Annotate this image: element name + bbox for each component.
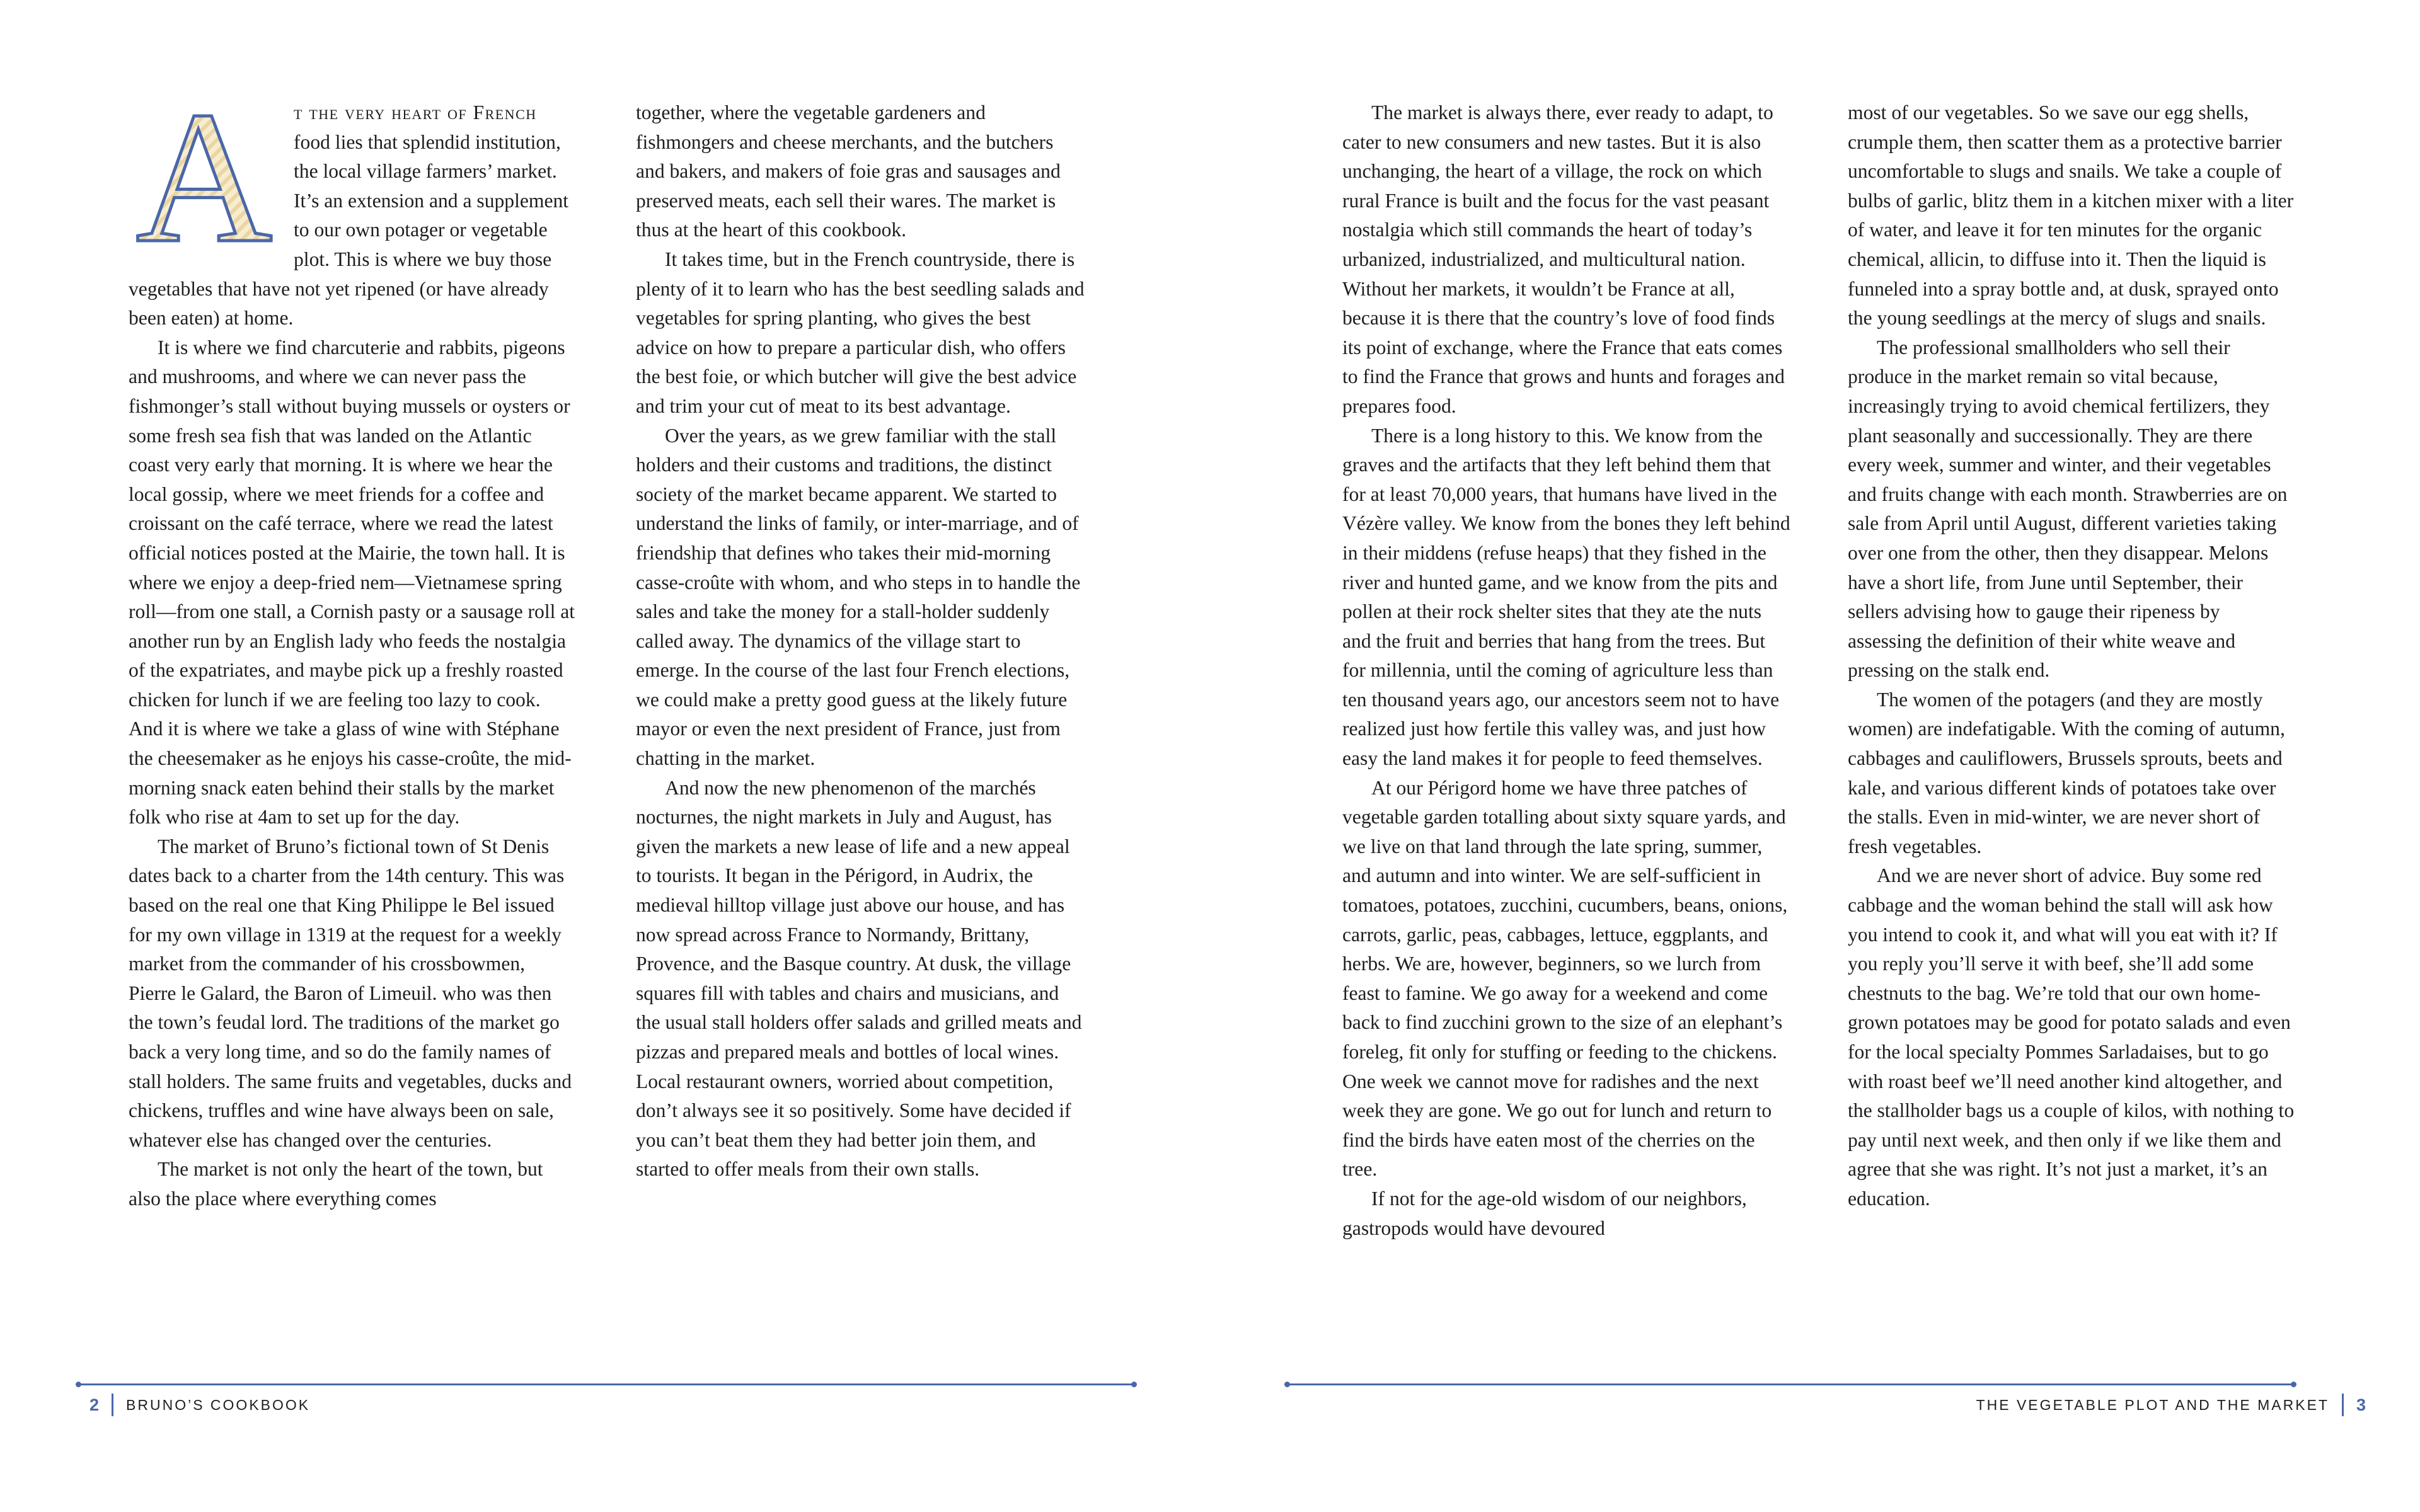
right-footer <box>1976 1394 2366 1416</box>
opening-smallcaps: t the very heart of French <box>294 101 537 123</box>
paragraph: If not for the age-old wisdom of our neighbors, gastropods would have devoured <box>1342 1187 1747 1239</box>
right-page <box>1210 0 2420 1512</box>
paragraph: The market of Bruno’s fictional town of St Denis dates back to a charter from the 14th century. This was based on the real one that King Philippe le Bel issued for my own village in 1319 at the request for a weekly market from the commander of his crossbowmen, Pierre le Galard, the Baron of Limeuil. who was then the town’s feudal lord. The traditions of the market go back a very long time, and so do the family names of stall holders. The same fruits and vegetables, ducks and chickens, truffles and wine have always been on sale, whatever else has changed over the centuries. <box>129 835 572 1151</box>
footer-divider <box>2342 1394 2344 1416</box>
paragraph: most of our vegetables. So we save our egg shells, crumple them, then scatter them as a protective barrier uncomfortable to slugs and snails. We take a couple of bulbs of garlic, blitz them in a kitchen mixer with a liter of water, and leave it for ten minutes for the organic chemical, allicin, to diffuse into it. Then the liquid is funneled into a spray bottle and, at dusk, sprayed onto the young seedlings at the mercy of slugs and snails. <box>1848 101 2294 329</box>
footer-rule <box>1287 1383 2294 1385</box>
paragraph: It takes time, but in the French countryside, there is plenty of it to learn who has the best seedling salads and vegetables for spring planting, who gives the best advice on how to prepare a particular dish, who offers the best foie, or which butcher will give the best advice and trim your cut of meat to its best advantage. <box>636 248 1085 417</box>
drop-cap-letter <box>129 101 280 247</box>
running-title: THE VEGETABLE PLOT AND THE MARKET <box>1976 1396 2329 1413</box>
running-title: BRUNO’S COOKBOOK <box>126 1396 311 1413</box>
footer-rule <box>78 1383 1134 1385</box>
paragraph: The market is always there, ever ready to adapt, to cater to new consumers and new tastes. But it is also unchanging, the heart of a village, the rock on which rural France is built and the focus for the vast peasant nostalgia which still commands the heart of today’s urbanized, industrialized, and multicultural nation. Without her markets, it wouldn’t be France at all, because it is there that the country’s love of food finds its point of exchange, where the France that eats comes to find the France that grows and hunts and forages and prepares food. <box>1342 101 1785 417</box>
right-column-1 <box>1342 98 1791 1243</box>
left-column-1 <box>129 98 577 1214</box>
drop-cap <box>129 101 286 247</box>
left-column-2 <box>636 98 1085 1184</box>
paragraph: together, where the vegetable gardeners and fishmongers and cheese merchants, and the butchers and bakers, and makers of foie gras and sausages and preserved meats, each sell their wares. The market is thus at the heart of this cookbook. <box>636 101 1061 241</box>
paragraph: At our Périgord home we have three patches of vegetable garden totalling about sixty square yards, and we live on that land through the late spring, summer, and autumn and into winter. We are self-sufficient in tomatoes, potatoes, zucchini, cucumbers, beans, onions, carrots, garlic, peas, cabbages, lettuce, eggplants, and herbs. We are, however, beginners, so we lurch from feast to famine. We go away for a weekend and come back to find zucchini grown to the size of an elephant’s foreleg, fit only for stuffing or feeding to the chickens. One week we cannot move for radishes and the next week they are gone. We go out for lunch and return to find the birds have eaten most of the cherries on the tree. <box>1342 776 1788 1181</box>
footer-divider <box>112 1394 113 1416</box>
paragraph: The women of the potagers (and they are mostly women) are indefatigable. With the coming of autumn, cabbages and cauliflowers, Brussels sprouts, beets and kale, and various different kinds of potatoes take over the stalls. Even in mid-winter, we are never short of fresh vegetables. <box>1848 688 2285 857</box>
drop-cap-glyph: A <box>135 101 273 247</box>
paragraph: There is a long history to this. We know from the graves and the artifacts that they left behind them that for at least 70,000 years, that humans have lived in the Vézère valley. We know from the bones they left behind in their middens (refuse heaps) that they fished in the river and hunted game, and we know from the pits and pollen at their rock shelter sites that they ate the nuts and the fruit and berries that hang from the trees. But for millennia, until the coming of agriculture less than ten thousand years ago, our ancestors seem not to have realized just how fertile this valley was, and just how easy the land makes it for people to feed themselves. <box>1342 424 1790 770</box>
paragraph: t the very heart of French food lies that splendid institution, the local village farmers’ market. It’s an extension and a supplement to our own potager or vegetable plot. This is where we buy those vegetables that have not yet ripened (or have already been eaten) at home. <box>129 101 569 329</box>
paragraph: The professional smallholders who sell their produce in the market remain so vital because, increasingly trying to avoid chemical fertilizers, they plant seasonally and successionally. They are there every week, summer and winter, and their vegetables and fruits change with each month. Strawberries are on sale from April until August, different varieties taking over one from the other, then they disappear. Melons have a short life, from June until September, their sellers advising how to gauge their ripeness by assessing the definition of their white weave and pressing on the stalk end. <box>1848 336 2288 682</box>
paragraph: It is where we find charcuterie and rabbits, pigeons and mushrooms, and where we can never pass the fishmonger’s stall without buying mussels or oysters or some fresh sea fish that was landed on the Atlantic coast very early that morning. It is where we hear the local gossip, where we meet friends for a coffee and croissant on the café terrace, where we read the latest official notices posted at the Mairie, the town hall. It is where we enjoy a deep-fried nem—Vietnamese spring roll—from one stall, a Cornish pasty or a sausage roll at another run by an English lady who feeds the nostalgia of the expatriates, and maybe pick up a freshly roasted chicken for lunch if we are feeling too lazy to cook. And it is where we take a glass of wine with Stéphane the cheesemaker as he enjoys his casse-croûte, the mid-morning snack eaten behind their stalls by the market folk who rise at 4am to set up for the day. <box>129 336 575 828</box>
right-column-2 <box>1848 98 2296 1214</box>
paragraph: And we are never short of advice. Buy some red cabbage and the woman behind the stall will ask how you intend to cook it, and what will you eat with it? If you reply you’ll serve it with beef, she’ll add some chestnuts to the bag. We’re told that our own home-grown potatoes may be good for potato salads and even for the local specialty Pommes Sarladaises, but to go with roast beef we’ll need another kind altogether, and the stallholder bags us a couple of kilos, with nothing to pay until next week, and then only if we like them and agree that she was right. It’s not just a market, it’s an education. <box>1848 864 2295 1210</box>
left-footer <box>89 1394 310 1416</box>
page-number: 3 <box>2356 1395 2366 1414</box>
paragraph: And now the new phenomenon of the marchés nocturnes, the night markets in July and August, has given the markets a new lease of life and a new appeal to tourists. It began in the Périgord, in Audrix, the medieval hilltop village just above our house, and has now spread across France to Normandy, Brittany, Provence, and the Basque country. At dusk, the village squares fill with tables and chairs and musicians, and the usual stall holders offer salads and grilled meats and pizzas and prepared meals and bottles of local wines. Local restaurant owners, worried about competition, don’t always see it so positively. Some have decided if you can’t beat them they had better join them, and started to offer meals from their own stalls. <box>636 776 1082 1181</box>
paragraph: Over the years, as we grew familiar with the stall holders and their customs and traditions, the distinct society of the market became apparent. We started to understand the links of family, or inter-marriage, and of friendship that defines who takes their mid-morning casse-croûte with whom, and who steps in to handle the sales and take the money for a stall-holder suddenly called away. The dynamics of the village start to emerge. In the course of the last four French elections, we could make a pretty good guess at the likely future mayor or even the next president of France, just from chatting in the market. <box>636 424 1081 770</box>
page-number: 2 <box>89 1395 100 1414</box>
paragraph: The market is not only the heart of the town, but also the place where everything comes <box>129 1158 543 1210</box>
